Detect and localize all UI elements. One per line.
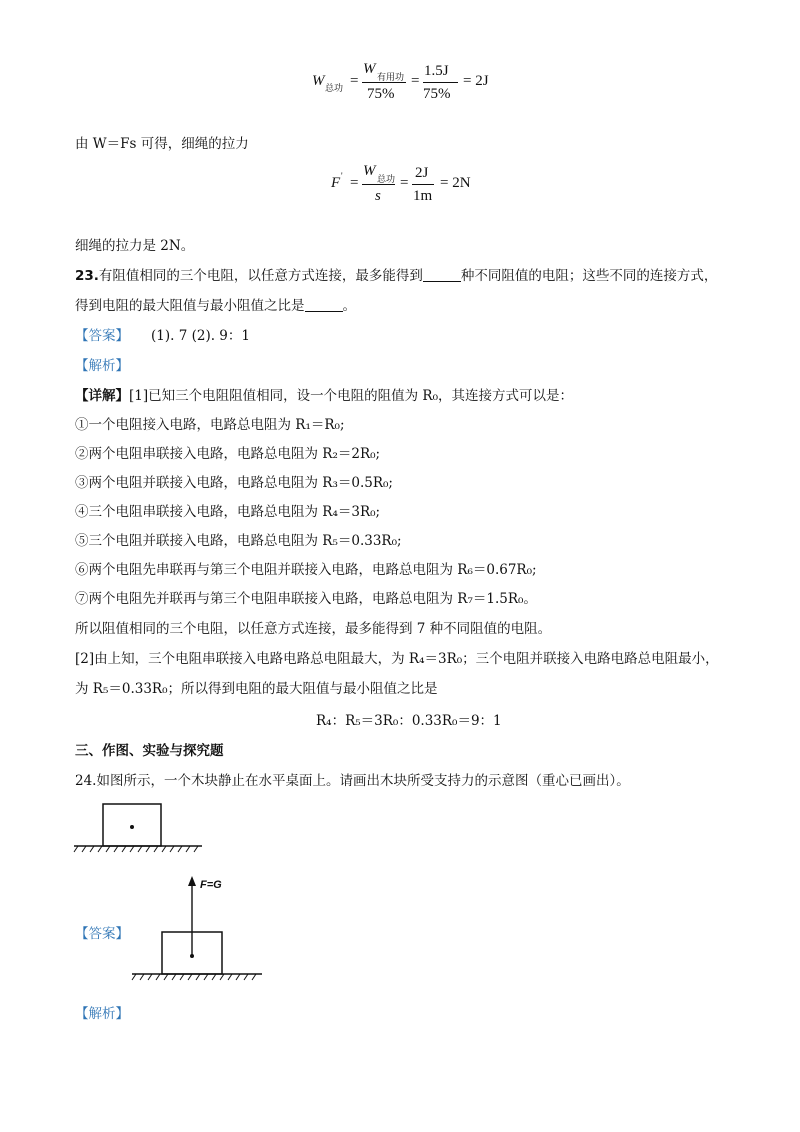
question-23-text-c: 得到电阻的最大阻值与最小阻值之比是: [75, 298, 305, 314]
detail-tag: 【详解】: [75, 388, 129, 404]
detail-item-7: ⑦两个电阻先并联再与第三个电阻串联接入电路，电路总电阻为 R₇＝1.5R₀。: [75, 591, 537, 607]
arrow-head-icon: [188, 876, 196, 886]
formula1-bar2: [423, 82, 458, 83]
formula2-den1: s: [375, 188, 381, 204]
formula2-lhs: F: [331, 175, 341, 191]
analysis-tag-23: [75, 357, 129, 375]
answer-tag: 【答案】: [75, 328, 129, 344]
answer-23-value: (1). 7 (2). 9：1: [151, 328, 250, 344]
formula1-num1-sub: 有用功: [377, 72, 405, 82]
detail-item-5: ⑤三个电阻并联接入电路，电路总电阻为 R₅＝0.33R₀;: [75, 533, 402, 549]
detail-conclusion-1: 所以阻值相同的三个电阻，以任意方式连接，最多能得到 7 种不同阻值的电阻。: [75, 621, 552, 637]
answer-23: [75, 327, 250, 345]
detail-part2-line1: [2]由上知，三个电阻串联接入电路电路总电阻最大，为 R₄＝3R₀；三个电阻并联接入电路电路总电阻最小，: [75, 651, 719, 667]
detail-item-3: ③两个电阻并联接入电路，电路总电阻为 R₃＝0.5R₀;: [75, 475, 393, 491]
text-wfs: 由 W＝Fs 可得，细绳的拉力: [75, 136, 249, 152]
detail-item-1: ①一个电阻接入电路，电路总电阻为 R₁＝R₀;: [75, 417, 345, 433]
formula2-eq1: =: [350, 175, 359, 191]
question-23-text-d: 。: [342, 298, 356, 314]
table-hatching: [74, 846, 198, 852]
question-23-line2: [75, 297, 356, 315]
detail-part2-line2: 为 R₅＝0.33R₀；所以得到电阻的最大阻值与最小阻值之比是: [75, 681, 438, 697]
answer-blank-2: [305, 298, 343, 312]
formula2-bar2: [412, 184, 434, 185]
answer-24-tag-text: 【答案】: [75, 926, 129, 942]
formula2-num1-sub: 总功: [377, 174, 396, 184]
formula1-num2: 1.5J: [424, 63, 449, 79]
question-23-line1: [75, 267, 717, 285]
formula2-num1-w: W: [363, 163, 376, 179]
support-force-figure: [128, 868, 268, 986]
formula1-bar1: [362, 82, 406, 83]
block-on-table-figure: [70, 800, 210, 860]
formula1-eq1: =: [350, 73, 359, 89]
detail-item-4: ④三个电阻串联接入电路，电路总电阻为 R₄＝3R₀;: [75, 504, 381, 520]
detail-ratio: R₄：R₅＝3R₀：0.33R₀＝9：1: [316, 713, 502, 729]
formula1-eq2: =: [411, 73, 420, 89]
analysis-tag: 【解析】: [75, 358, 129, 374]
detail-item-2: ②两个电阻串联接入电路，电路总电阻为 R₂＝2R₀;: [75, 446, 381, 462]
formula1-den1: 75%: [367, 86, 395, 102]
formula1-rhs: = 2J: [463, 73, 489, 89]
formula2-num2: 2J: [415, 165, 429, 181]
answer-24-tag: [75, 925, 129, 943]
section-3-heading: 三、作图、实验与探究题: [75, 743, 224, 759]
analysis-24-tag-text: 【解析】: [75, 1006, 129, 1022]
formula2-prime: ': [341, 171, 343, 181]
detail-intro-text: [1]已知三个电阻阻值相同，设一个电阻的阻值为 R₀，其连接方式可以是：: [129, 388, 573, 404]
question-23-number: 23.: [75, 268, 99, 284]
formula1-num1-w: W: [363, 61, 376, 77]
table-hatching-answer: [132, 974, 256, 980]
formula2-rhs: = 2N: [440, 175, 471, 191]
center-of-gravity-dot: [130, 825, 134, 829]
answer-blank-1: [423, 268, 461, 282]
detail-intro: [75, 387, 573, 405]
analysis-24-tag: [75, 1005, 129, 1023]
formula2-den2: 1m: [413, 188, 433, 204]
formula1-den2: 75%: [423, 86, 451, 102]
question-24: 24.如图所示，一个木块静止在水平桌面上。请画出木块所受支持力的示意图（重心已画出）。: [75, 773, 630, 789]
question-23-text-a: 有阻值相同的三个电阻，以任意方式连接，最多能得到: [98, 268, 423, 284]
formula2-eq2: =: [400, 175, 409, 191]
question-23-text-b: 种不同阻值的电阻；这些不同的连接方式，: [460, 268, 718, 284]
detail-item-6: ⑥两个电阻先串联再与第三个电阻并联接入电路，电路总电阻为 R₆＝0.67R₀;: [75, 562, 537, 578]
text-tension: 细绳的拉力是 2N。: [75, 238, 195, 254]
force-label: F=G: [200, 879, 222, 891]
formula1-lhs-sub: 总功: [325, 83, 344, 93]
formula2-bar1: [362, 184, 395, 185]
formula1-lhs: W: [312, 73, 325, 89]
